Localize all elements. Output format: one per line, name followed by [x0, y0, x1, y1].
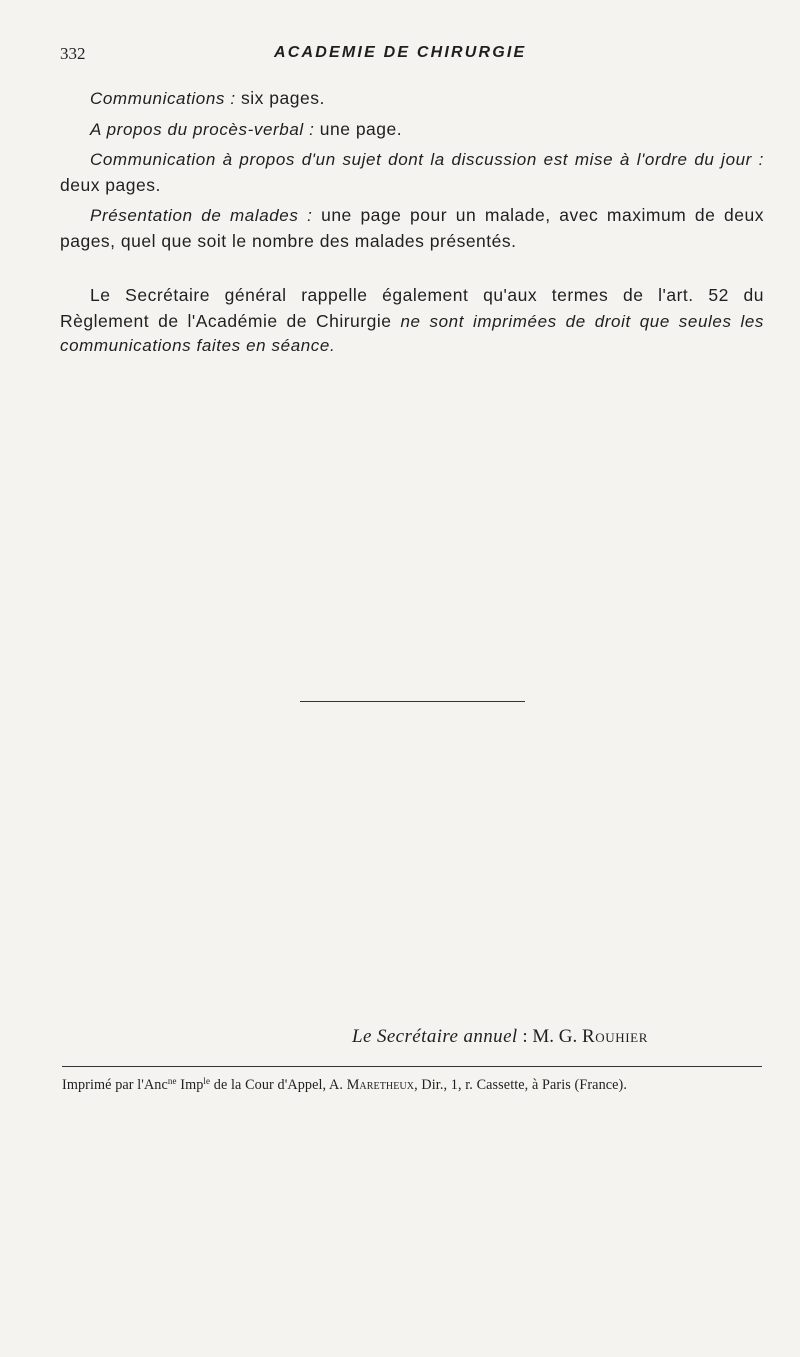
imprint-line [62, 1076, 762, 1094]
reminder-paragraph [60, 283, 764, 359]
running-title: ACADEMIE DE CHIRURGIE [274, 44, 527, 61]
imprint-printer-name: Maretheux [346, 1077, 415, 1093]
signature [352, 1026, 648, 1048]
rule-proces-verbal [60, 117, 764, 143]
rule-value: une page. [314, 118, 403, 139]
rule-label: A propos du procès-verbal : [90, 119, 315, 139]
signature-title: Le Secrétaire annuel [352, 1026, 518, 1047]
imprint-text-4: , Dir., 1, r. Cassette, à Paris (France). [414, 1077, 628, 1093]
rule-label: Communication à propos d'un sujet dont la discussion est mise à l'ordre du jour : [90, 150, 764, 169]
rule-label: Communications : [90, 89, 236, 108]
imprint-text-2: Imp [176, 1077, 204, 1093]
section-divider [300, 701, 525, 702]
reminder-italic-text: ne sont imprimées de droit que seules les communications faites en séance. [60, 311, 765, 355]
rule-presentation [60, 203, 764, 254]
imprint-text-1: Imprimé par l'Anc [62, 1077, 168, 1093]
rule-communications [60, 86, 764, 112]
reminder-text: Le Secrétaire général rappelle également qu'aux termes de l'art. 52 du Règlement de l'Académie de Chirurgie [60, 285, 764, 331]
signature-name: Rouhier [582, 1026, 648, 1047]
rule-label: Présentation de malades : [90, 206, 313, 225]
rule-value: deux pages. [60, 174, 161, 195]
imprint-sup-2: le [203, 1076, 211, 1086]
body-text [60, 86, 764, 364]
rule-value: une page pour un malade, avec maximum de deux pages, quel que soit le nombre des malades présentés. [60, 205, 764, 251]
page-header [60, 44, 750, 70]
footer-divider [62, 1066, 762, 1067]
page-number: 332 [60, 44, 86, 63]
signature-separator: : M. G. [517, 1026, 582, 1047]
imprint-sup-1: ne [167, 1076, 177, 1086]
imprint-text-3: de la Cour d'Appel, A. [210, 1077, 347, 1093]
rule-discussion [60, 147, 764, 198]
rule-value: six pages. [235, 88, 325, 108]
